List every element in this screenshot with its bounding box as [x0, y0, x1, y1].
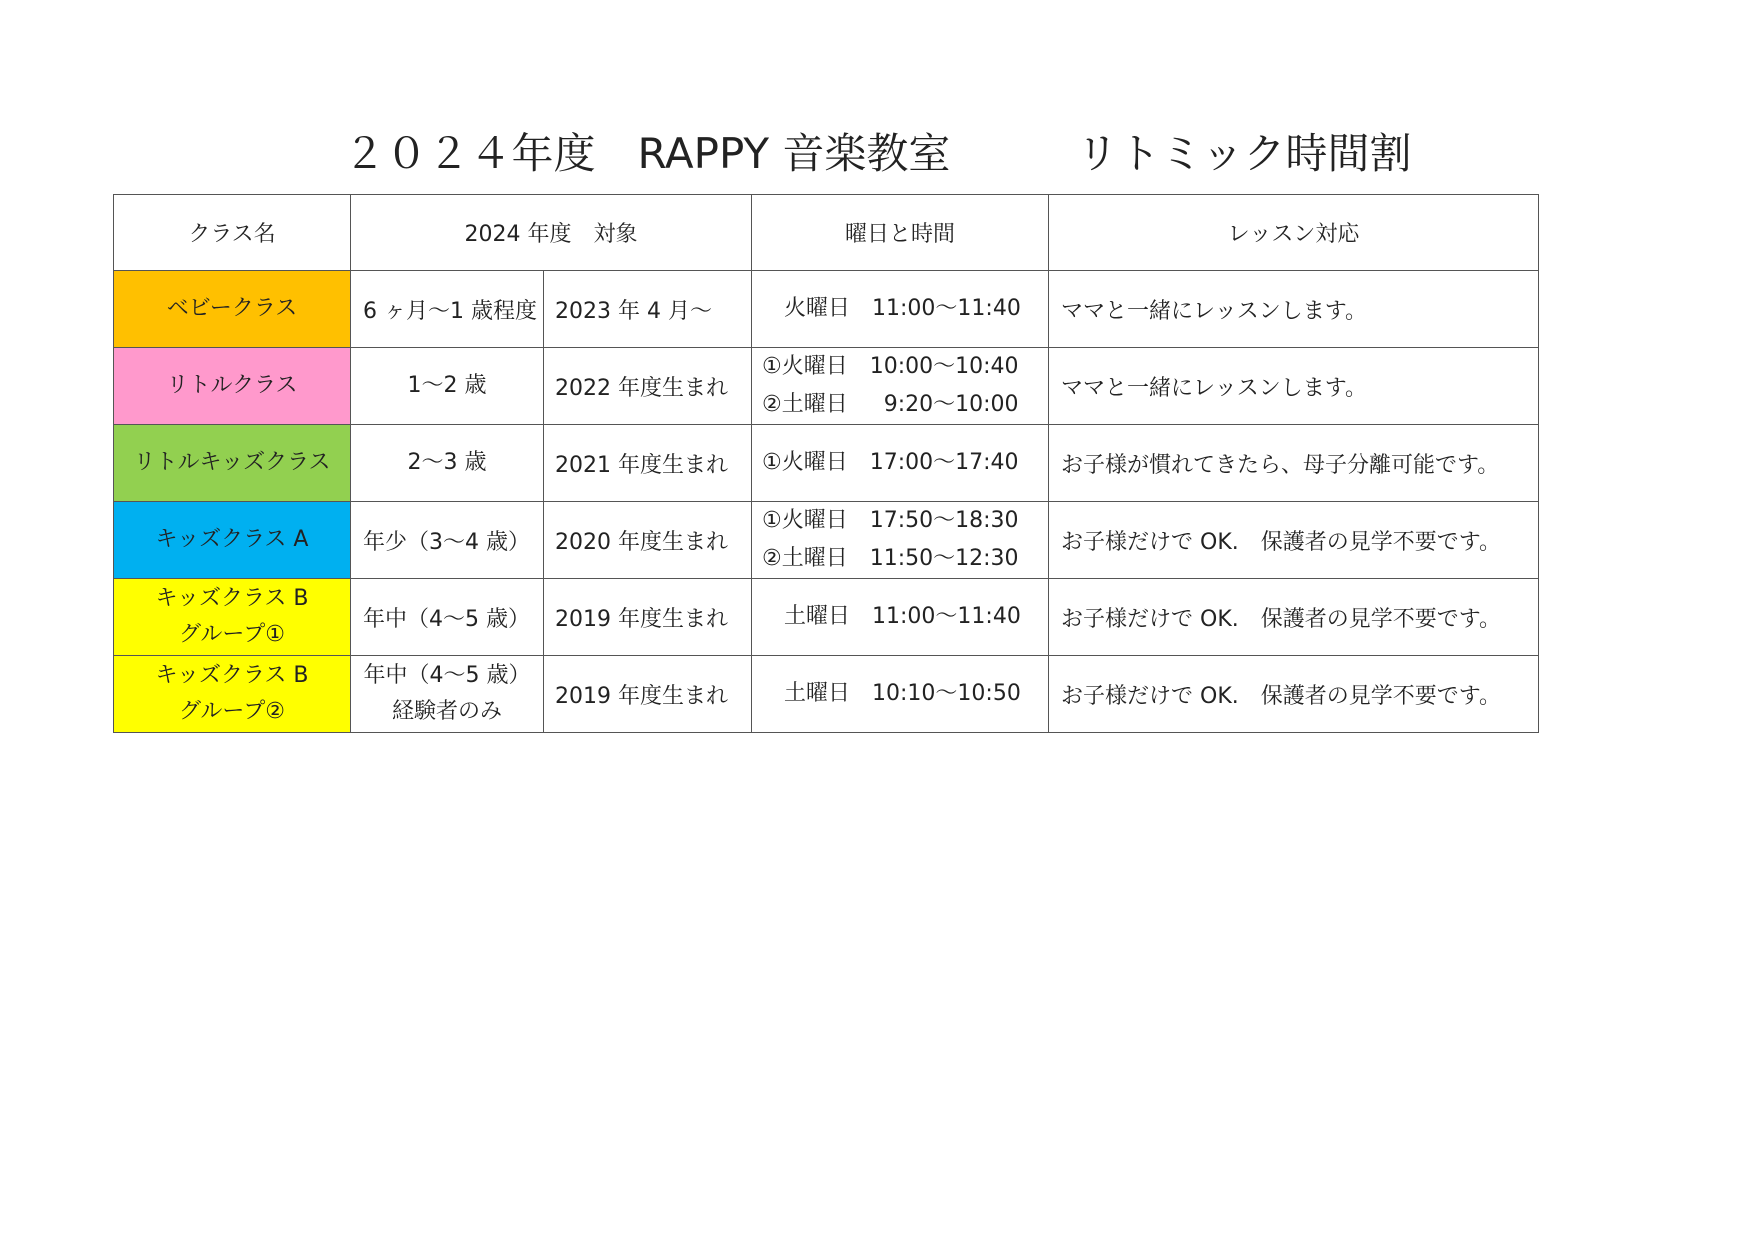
- table-row: [114, 502, 1539, 579]
- table-row: [114, 348, 1539, 425]
- day-time-cell: [752, 502, 1049, 579]
- target-age-line: 経験者のみ: [391, 699, 502, 724]
- birth-year-cell: 2019 年度生まれ: [544, 656, 752, 733]
- lesson-note-cell: お子様だけで OK. 保護者の見学不要です。: [1049, 502, 1539, 579]
- class-name-line: キッズクラス B: [155, 586, 309, 611]
- day-time-cell: [752, 579, 1049, 656]
- target-age-cell: [351, 348, 544, 425]
- day-time-line: 土曜日 10:10〜10:50: [762, 681, 1021, 706]
- target-age-cell: [351, 271, 544, 348]
- class-name-line: グループ②: [179, 699, 285, 724]
- lesson-note-cell: ママと一緒にレッスンします。: [1049, 271, 1539, 348]
- table-row: [114, 656, 1539, 733]
- target-age-cell: [351, 656, 544, 733]
- class-name-line: キッズクラス B: [155, 663, 309, 688]
- day-time-cell: [752, 425, 1049, 502]
- class-name-cell: [114, 502, 351, 579]
- target-age-cell: [351, 579, 544, 656]
- target-age-line: 6 ヶ月〜1 歳程度: [363, 298, 537, 324]
- table-row: [114, 425, 1539, 502]
- target-age-line: 年少（3〜4 歳）: [363, 529, 530, 555]
- lesson-note-cell: お子様だけで OK. 保護者の見学不要です。: [1049, 656, 1539, 733]
- day-time-cell: [752, 348, 1049, 425]
- class-name-cell: [114, 271, 351, 348]
- class-name-line: リトルキッズクラス: [133, 450, 331, 475]
- day-time-line: ②土曜日 11:50〜12:30: [762, 546, 1019, 571]
- class-name-cell: [114, 579, 351, 656]
- lesson-note-cell: ママと一緒にレッスンします。: [1049, 348, 1539, 425]
- schedule-table: [113, 194, 1539, 733]
- birth-year-cell: 2022 年度生まれ: [544, 348, 752, 425]
- day-time-line: ①火曜日 17:00〜17:40: [762, 450, 1019, 475]
- class-name-cell: [114, 656, 351, 733]
- header-row: [114, 195, 1539, 271]
- class-name-line: グループ①: [179, 622, 285, 647]
- class-name-line: ベビークラス: [166, 296, 298, 321]
- target-age-line: 1〜2 歳: [407, 373, 487, 398]
- day-time-line: ①火曜日 10:00〜10:40: [762, 354, 1019, 379]
- target-age-line: 年中（4〜5 歳）: [363, 663, 531, 688]
- birth-year-cell: 2019 年度生まれ: [544, 579, 752, 656]
- header-target: 2024 年度 対象: [351, 195, 752, 271]
- target-age-line: 年中（4〜5 歳）: [363, 606, 530, 632]
- target-age-line: 2〜3 歳: [407, 450, 487, 475]
- day-time-line: ①火曜日 17:50〜18:30: [762, 508, 1019, 533]
- table-row: [114, 579, 1539, 656]
- header-lesson: レッスン対応: [1049, 195, 1539, 271]
- day-time-line: ②土曜日 9:20〜10:00: [762, 392, 1019, 417]
- header-class-name: クラス名: [114, 195, 351, 271]
- table-row: [114, 271, 1539, 348]
- lesson-note-cell: お子様が慣れてきたら、母子分離可能です。: [1049, 425, 1539, 502]
- class-name-cell: [114, 425, 351, 502]
- target-age-cell: [351, 502, 544, 579]
- page-title: ２０２４年度 RAPPY 音楽教室 リトミック時間割: [343, 129, 1412, 178]
- header-day-time: 曜日と時間: [752, 195, 1049, 271]
- day-time-cell: [752, 271, 1049, 348]
- lesson-note-cell: お子様だけで OK. 保護者の見学不要です。: [1049, 579, 1539, 656]
- class-name-cell: [114, 348, 351, 425]
- target-age-cell: [351, 425, 544, 502]
- birth-year-cell: 2023 年 4 月〜: [544, 271, 752, 348]
- class-name-line: リトルクラス: [166, 373, 298, 398]
- birth-year-cell: 2020 年度生まれ: [544, 502, 752, 579]
- day-time-cell: [752, 656, 1049, 733]
- day-time-line: 火曜日 11:00〜11:40: [762, 296, 1021, 321]
- birth-year-cell: 2021 年度生まれ: [544, 425, 752, 502]
- class-name-line: キッズクラス A: [155, 527, 309, 552]
- day-time-line: 土曜日 11:00〜11:40: [762, 604, 1021, 629]
